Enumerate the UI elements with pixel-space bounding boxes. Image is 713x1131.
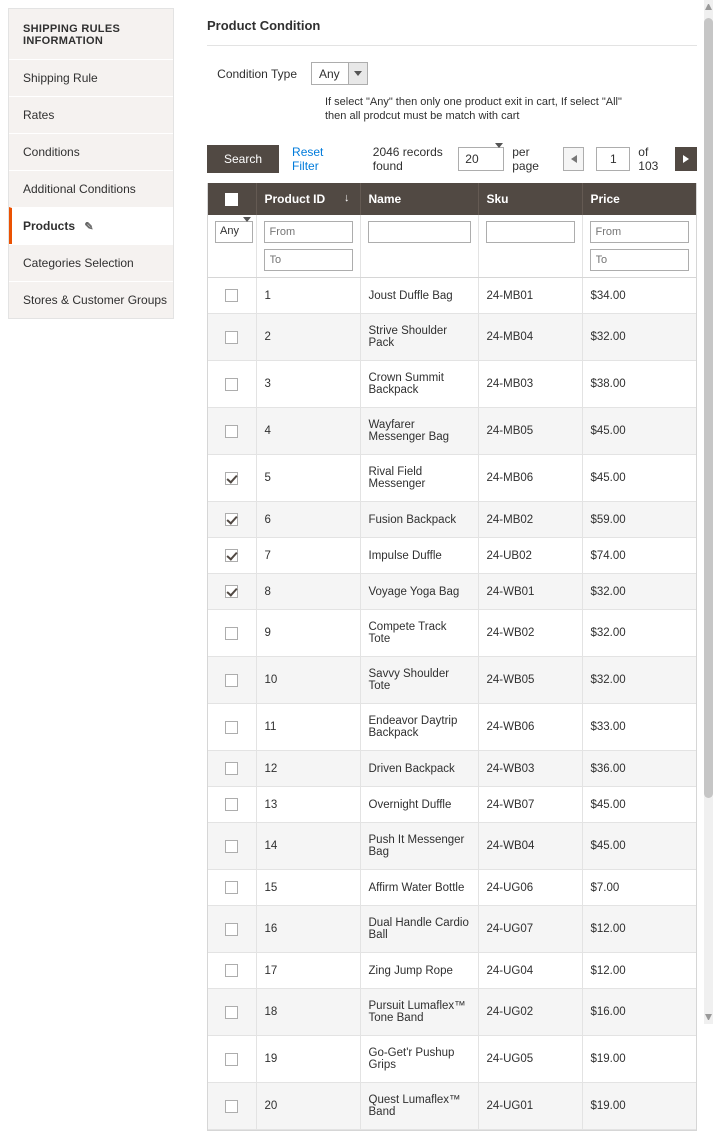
cell-product-id: 18	[256, 989, 360, 1036]
filter-cell-name	[360, 215, 478, 278]
scroll-down-icon[interactable]	[705, 1014, 712, 1020]
product-id-from-input[interactable]	[264, 221, 353, 243]
cell-product-id: 12	[256, 751, 360, 787]
cell-product-id: 2	[256, 314, 360, 361]
column-label: Sku	[486, 192, 509, 207]
chevron-down-icon	[495, 148, 503, 170]
row-select-cell[interactable]	[208, 278, 256, 314]
cell-product-sku: 24-UG05	[478, 1036, 582, 1083]
row-checkbox[interactable]	[225, 331, 238, 344]
cell-product-sku: 24-WB04	[478, 823, 582, 870]
cell-product-name: Wayfarer Messenger Bag	[360, 408, 478, 455]
cell-product-price: $32.00	[582, 657, 696, 704]
main-content	[174, 0, 713, 1131]
next-page-button[interactable]	[675, 147, 697, 171]
row-checkbox[interactable]	[225, 964, 238, 977]
scroll-up-icon[interactable]	[705, 4, 712, 10]
chevron-down-icon	[242, 222, 252, 242]
chevron-down-icon	[348, 63, 367, 84]
cell-product-name: Strive Shoulder Pack	[360, 314, 478, 361]
column-header-price[interactable]	[582, 183, 696, 215]
cell-product-name: Rival Field Messenger	[360, 455, 478, 502]
row-checkbox[interactable]	[225, 289, 238, 302]
cell-product-id: 10	[256, 657, 360, 704]
cell-product-id: 9	[256, 610, 360, 657]
row-checkbox[interactable]	[225, 549, 238, 562]
table-row[interactable]	[208, 502, 696, 538]
cell-product-id: 16	[256, 906, 360, 953]
cell-product-sku: 24-WB07	[478, 787, 582, 823]
row-checkbox[interactable]	[225, 762, 238, 775]
chevron-right-icon	[683, 155, 689, 163]
filter-cell-sku	[478, 215, 582, 278]
column-header-sku[interactable]	[478, 183, 582, 215]
table-row[interactable]	[208, 823, 696, 870]
cell-product-id: 5	[256, 455, 360, 502]
cell-product-id: 7	[256, 538, 360, 574]
cell-product-name: Voyage Yoga Bag	[360, 574, 478, 610]
name-filter-input[interactable]	[368, 221, 471, 243]
sidebar-title: SHIPPING RULES INFORMATION	[23, 23, 121, 47]
pencil-icon: ✎	[84, 221, 94, 233]
cell-product-name: Impulse Duffle	[360, 538, 478, 574]
sidebar-item-label: Conditions	[23, 145, 80, 159]
sidebar-item-categories-selection[interactable]	[9, 244, 173, 281]
cell-product-sku: 24-UG01	[478, 1083, 582, 1130]
table-row[interactable]	[208, 989, 696, 1036]
table-row[interactable]	[208, 278, 696, 314]
sidebar-item-stores-customer-groups[interactable]	[9, 281, 173, 318]
row-select-cell[interactable]	[208, 751, 256, 787]
cell-product-price: $16.00	[582, 989, 696, 1036]
row-select-cell[interactable]	[208, 870, 256, 906]
row-select-cell[interactable]	[208, 906, 256, 953]
per-page-label: per page	[512, 145, 539, 173]
cell-product-name: Quest Lumaflex™ Band	[360, 1083, 478, 1130]
select-all-checkbox[interactable]	[225, 193, 238, 206]
column-header-name[interactable]	[360, 183, 478, 215]
cell-product-sku: 24-MB04	[478, 314, 582, 361]
sidebar-item-additional-conditions[interactable]	[9, 170, 173, 207]
cell-product-name: Crown Summit Backpack	[360, 361, 478, 408]
cell-product-price: $7.00	[582, 870, 696, 906]
filter-cell-product-id	[256, 215, 360, 278]
row-checkbox[interactable]	[225, 881, 238, 894]
table-row[interactable]	[208, 1083, 696, 1130]
cell-product-name: Dual Handle Cardio Ball	[360, 906, 478, 953]
row-select-cell[interactable]	[208, 953, 256, 989]
cell-product-id: 1	[256, 278, 360, 314]
table-row[interactable]	[208, 408, 696, 455]
row-checkbox[interactable]	[225, 627, 238, 640]
cell-product-price: $45.00	[582, 787, 696, 823]
row-checkbox[interactable]	[225, 674, 238, 687]
cell-product-name: Endeavor Daytrip Backpack	[360, 704, 478, 751]
cell-product-price: $45.00	[582, 408, 696, 455]
row-select-cell[interactable]	[208, 704, 256, 751]
sidebar	[8, 8, 174, 319]
row-checkbox[interactable]	[225, 1053, 238, 1066]
cell-product-sku: 24-UB02	[478, 538, 582, 574]
table-row[interactable]	[208, 751, 696, 787]
row-checkbox[interactable]	[225, 721, 238, 734]
cell-product-sku: 24-WB01	[478, 574, 582, 610]
table-row[interactable]	[208, 538, 696, 574]
sidebar-item-label: Rates	[23, 108, 55, 122]
cell-product-price: $45.00	[582, 823, 696, 870]
table-row[interactable]	[208, 574, 696, 610]
cell-product-price: $32.00	[582, 574, 696, 610]
row-select-cell[interactable]	[208, 361, 256, 408]
cell-product-sku: 24-UG02	[478, 989, 582, 1036]
cell-product-price: $38.00	[582, 361, 696, 408]
chevron-left-icon	[571, 155, 577, 163]
per-page-select[interactable]	[458, 147, 504, 171]
cell-product-id: 15	[256, 870, 360, 906]
sidebar-item-products[interactable]	[9, 207, 173, 244]
cell-product-id: 3	[256, 361, 360, 408]
cell-product-sku: 24-WB03	[478, 751, 582, 787]
price-from-input[interactable]	[590, 221, 690, 243]
cell-product-id: 20	[256, 1083, 360, 1130]
cell-product-sku: 24-UG07	[478, 906, 582, 953]
cell-product-sku: 24-UG06	[478, 870, 582, 906]
total-pages-label: of 103	[638, 145, 659, 173]
row-checkbox[interactable]	[225, 798, 238, 811]
condition-type-row	[207, 62, 697, 85]
records-found-text: 2046 records found	[372, 145, 443, 173]
column-header-product-id[interactable]	[256, 183, 360, 215]
previous-page-button[interactable]	[563, 147, 585, 171]
row-select-cell[interactable]	[208, 989, 256, 1036]
filter-cell-price	[582, 215, 696, 278]
cell-product-id: 11	[256, 704, 360, 751]
row-select-cell[interactable]	[208, 455, 256, 502]
row-select-cell[interactable]	[208, 408, 256, 455]
cell-product-id: 14	[256, 823, 360, 870]
cell-product-price: $12.00	[582, 953, 696, 989]
grid-filter-row	[208, 215, 696, 278]
cell-product-name: Go-Get'r Pushup Grips	[360, 1036, 478, 1083]
table-row[interactable]	[208, 704, 696, 751]
select-filter-value: Any	[220, 225, 239, 238]
search-button[interactable]: Search	[207, 145, 279, 173]
cell-product-name: Zing Jump Rope	[360, 953, 478, 989]
grid-toolbar	[207, 145, 697, 173]
product-id-to-input[interactable]	[264, 249, 353, 271]
scrollbar-thumb[interactable]	[704, 18, 713, 798]
cell-product-id: 6	[256, 502, 360, 538]
cell-product-name: Push It Messenger Bag	[360, 823, 478, 870]
sidebar-item-rates[interactable]	[9, 96, 173, 133]
cell-product-price: $19.00	[582, 1036, 696, 1083]
cell-product-name: Pursuit Lumaflex™ Tone Band	[360, 989, 478, 1036]
row-select-cell[interactable]	[208, 1036, 256, 1083]
row-checkbox[interactable]	[225, 1100, 238, 1113]
table-row[interactable]	[208, 314, 696, 361]
table-row[interactable]	[208, 455, 696, 502]
cell-product-id: 8	[256, 574, 360, 610]
select-filter-dropdown[interactable]	[215, 221, 253, 243]
row-select-cell[interactable]	[208, 657, 256, 704]
cell-product-name: Joust Duffle Bag	[360, 278, 478, 314]
table-row[interactable]	[208, 787, 696, 823]
cell-product-sku: 24-WB02	[478, 610, 582, 657]
page-scrollbar[interactable]	[704, 0, 713, 1024]
row-checkbox[interactable]	[225, 923, 238, 936]
cell-product-id: 19	[256, 1036, 360, 1083]
cell-product-id: 13	[256, 787, 360, 823]
column-label: Product ID	[264, 192, 326, 207]
cell-product-price: $32.00	[582, 610, 696, 657]
cell-product-price: $19.00	[582, 1083, 696, 1130]
condition-type-hint: If select "Any" then only one product exit in cart, If select "All" then all prodcut must be match with cart	[325, 96, 622, 122]
table-row[interactable]	[208, 361, 696, 408]
cell-product-price: $12.00	[582, 906, 696, 953]
row-checkbox[interactable]	[225, 425, 238, 438]
sort-desc-icon: ↓	[344, 192, 350, 205]
row-select-cell[interactable]	[208, 823, 256, 870]
column-label: Name	[368, 192, 402, 207]
cell-product-id: 17	[256, 953, 360, 989]
cell-product-name: Fusion Backpack	[360, 502, 478, 538]
cell-product-id: 4	[256, 408, 360, 455]
row-checkbox[interactable]	[225, 1006, 238, 1019]
cell-product-sku: 24-WB06	[478, 704, 582, 751]
row-select-cell[interactable]	[208, 538, 256, 574]
sidebar-item-label: Additional Conditions	[23, 182, 136, 196]
cell-product-price: $33.00	[582, 704, 696, 751]
page-number-input[interactable]	[596, 147, 630, 171]
cell-product-price: $36.00	[582, 751, 696, 787]
condition-type-value: Any	[319, 67, 340, 81]
filter-cell-select	[208, 215, 256, 278]
grid-body	[208, 278, 696, 1130]
cell-product-name: Compete Track Tote	[360, 610, 478, 657]
cell-product-sku: 24-MB05	[478, 408, 582, 455]
cell-product-price: $32.00	[582, 314, 696, 361]
table-row[interactable]	[208, 953, 696, 989]
sidebar-item-conditions[interactable]	[9, 133, 173, 170]
cell-product-sku: 24-UG04	[478, 953, 582, 989]
sidebar-item-label: Categories Selection	[23, 256, 134, 270]
row-checkbox[interactable]	[225, 840, 238, 853]
cell-product-name: Overnight Duffle	[360, 787, 478, 823]
cell-product-price: $34.00	[582, 278, 696, 314]
products-grid	[207, 183, 697, 1131]
sidebar-item-label: Stores & Customer Groups	[23, 293, 168, 307]
row-select-cell[interactable]	[208, 787, 256, 823]
table-row[interactable]	[208, 870, 696, 906]
price-to-input[interactable]	[590, 249, 690, 271]
table-row[interactable]	[208, 1036, 696, 1083]
table-row[interactable]	[208, 906, 696, 953]
cell-product-price: $45.00	[582, 455, 696, 502]
cell-product-price: $74.00	[582, 538, 696, 574]
table-row[interactable]	[208, 610, 696, 657]
page-title: Product Condition	[207, 18, 697, 46]
cell-product-sku: 24-WB05	[478, 657, 582, 704]
cell-product-sku: 24-MB03	[478, 361, 582, 408]
per-page-value: 20	[465, 152, 479, 166]
sidebar-item-label: Shipping Rule	[23, 71, 98, 85]
row-select-cell[interactable]	[208, 1083, 256, 1130]
row-checkbox[interactable]	[225, 378, 238, 391]
row-checkbox[interactable]	[225, 513, 238, 526]
cell-product-name: Savvy Shoulder Tote	[360, 657, 478, 704]
cell-product-sku: 24-MB01	[478, 278, 582, 314]
column-header-select-all[interactable]	[208, 183, 256, 215]
column-label: Price	[590, 192, 620, 207]
sidebar-item-shipping-rule[interactable]	[9, 59, 173, 96]
table-row[interactable]	[208, 657, 696, 704]
grid-header-row	[208, 183, 696, 215]
cell-product-sku: 24-MB06	[478, 455, 582, 502]
cell-product-name: Affirm Water Bottle	[360, 870, 478, 906]
reset-filter-link[interactable]: Reset Filter	[292, 145, 324, 173]
row-select-cell[interactable]	[208, 574, 256, 610]
row-select-cell[interactable]	[208, 314, 256, 361]
row-checkbox[interactable]	[225, 472, 238, 485]
cell-product-sku: 24-MB02	[478, 502, 582, 538]
pager	[458, 145, 697, 173]
condition-type-select[interactable]	[311, 62, 368, 85]
row-select-cell[interactable]	[208, 502, 256, 538]
cell-product-name: Driven Backpack	[360, 751, 478, 787]
row-checkbox[interactable]	[225, 585, 238, 598]
cell-product-price: $59.00	[582, 502, 696, 538]
condition-type-label: Condition Type	[217, 67, 297, 81]
sidebar-item-label: Products	[23, 219, 76, 233]
sku-filter-input[interactable]	[486, 221, 575, 243]
row-select-cell[interactable]	[208, 610, 256, 657]
